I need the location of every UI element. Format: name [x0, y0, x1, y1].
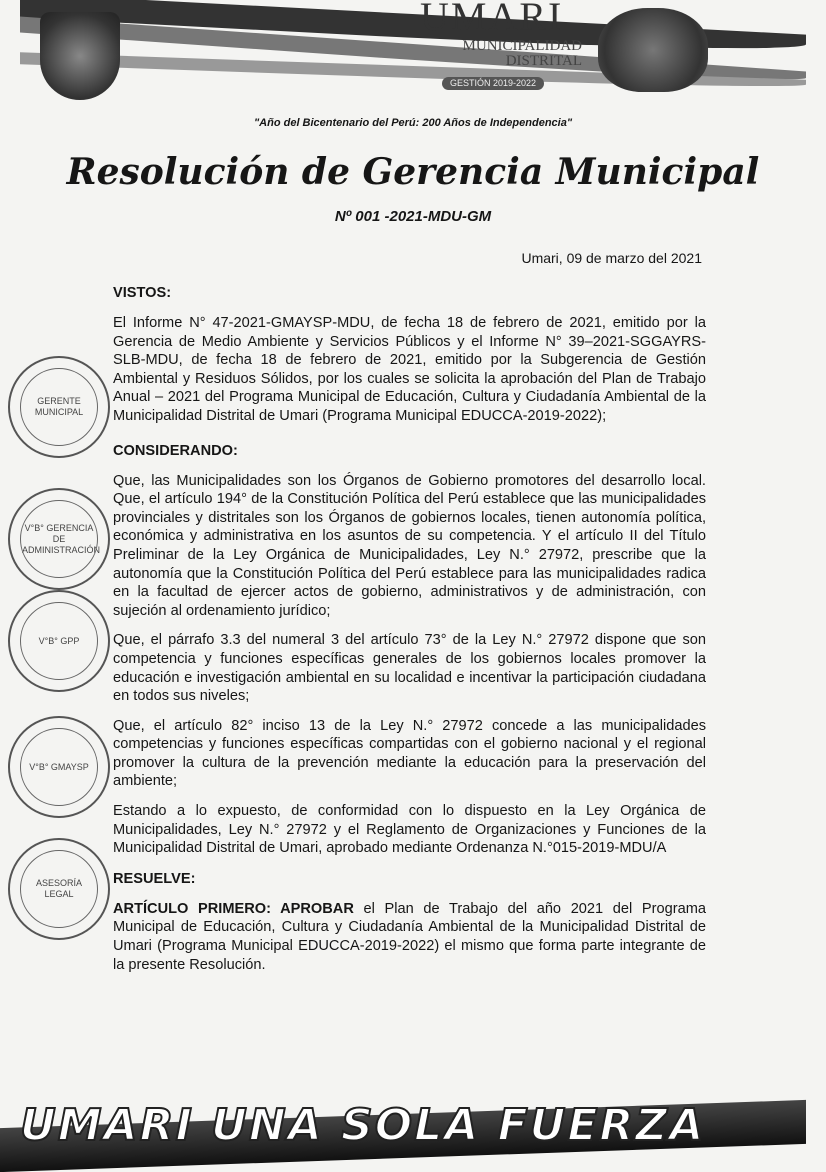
logo-umari: UMARI — [420, 0, 564, 39]
letterhead — [0, 0, 826, 110]
logo-gestion: GESTIÓN 2019-2022 — [442, 77, 544, 90]
logo-municipalidad: MUNICIPALIDAD DISTRITAL — [462, 38, 582, 69]
article-one — [113, 900, 706, 974]
considerando-heading: CONSIDERANDO: — [113, 442, 238, 459]
article-one-lead: ARTÍCULO PRIMERO: APROBAR — [113, 900, 354, 917]
resuelve-heading: RESUELVE: — [113, 870, 196, 887]
considerando-paragraph: Estando a lo expuesto, de conformidad con lo dispuesto en la Ley Orgánica de Municipalidades, Ley N.° 27972 y el Reglamento de Organizaciones y Funciones de la Municipalidad Distrital de Umari, aprobado mediante Ordenanza N.°015-2019-MDU/A — [113, 803, 706, 857]
document-title: Resolución de Gerencia Municipal — [66, 151, 760, 193]
considerando-paragraph: Que, el artículo 82° inciso 13 de la Ley N.° 27972 concede a las municipalidades competencias y funciones específicas compartidas con el gobierno nacional y el regional promover la cultura de la prevención mediante la educación para la preservación del ambiente; — [113, 717, 706, 790]
vistos-paragraph: El Informe N° 47-2021-GMAYSP-MDU, de fecha 18 de febrero de 2021, emitido por la Gerencia de Medio Ambiente y Servicios Públicos y el Informe N° 39–2021-SGGAYRS-SLB-MDU, de fecha 18 de febrero de 2021, emitido por la Subgerencia de Gestión Ambiental y Residuos Sólidos, por los cuales se solicita la aprobación del Plan de Trabajo Anual – 2021 del Programa Municipal de Educación, Cultura y Ciudadanía Ambiental de la Municipalidad Distrital de Umari (Programa Municipal EDUCCA-2019-2022); — [113, 315, 706, 424]
document-date: Umari, 09 de marzo del 2021 — [521, 250, 702, 266]
district-coat-of-arms-icon — [598, 8, 708, 92]
stamp-label: V°B° GERENCIA DE ADMINISTRACIÓN — [22, 522, 101, 555]
stamp-label: GERENTE MUNICIPAL — [34, 396, 84, 417]
stamp-label: V°B° GPP — [38, 635, 80, 646]
stamp-administracion — [8, 488, 110, 590]
footer — [0, 1070, 826, 1168]
stamp-gerente — [8, 356, 110, 458]
document-body — [113, 284, 706, 985]
national-coat-of-arms-icon — [40, 12, 120, 100]
stamp-gmaysp — [8, 716, 110, 818]
considerando-paragraph: Que, las Municipalidades son los Órganos de Gobierno promotores del desarrollo local. Que, el artículo 194° de la Constitución Política del Perú establece que las municipalidades provinciales y distritales son los Órganos de gobiernos locales, tienen autonomía política, económica y administrativa en los asuntos de su competencia. Y el artículo II del Título Preliminar de la Ley Orgánica de Municipalidades, Ley N.° 27972, prescribe que la autonomía que la Constitución Política del Perú establece para las municipalidades radica en la facultad de ejercer actos de gobierno, administrativos y de administración, con sujeción al ordenamiento jurídico; — [113, 472, 706, 619]
vistos-heading: VISTOS: — [113, 285, 172, 301]
resolution-number: Nº 001 -2021-MDU-GM — [334, 208, 492, 225]
stamp-asesoria-legal — [8, 838, 110, 940]
footer-slogan: UMARI UNA SOLA FUERZA — [20, 1100, 706, 1151]
stamp-label: V°B° GMAYSP — [29, 761, 89, 772]
article-one-text: el Plan de Trabajo del año 2021 del Programa Municipal de Educación, Cultura y Ciudadanía Ambiental de la Municipalidad Distrital de Umari (Programa Municipal EDUCCA-2019-2022) el mismo que forma parte integrante de la presente Resolución. — [113, 900, 706, 973]
considerando-paragraph: Que, el párrafo 3.3 del numeral 3 del artículo 73° de la Ley N.° 27972 dispone que son competencia y funciones específicas generales de los gobiernos locales promover la educación e investigación ambiental en su localidad e incentivar la participación ciudadana en todos sus niveles; — [113, 632, 706, 705]
stamp-gpp — [8, 590, 110, 692]
year-motto: "Año del Bicentenario del Perú: 200 Años de Independencia" — [253, 117, 573, 129]
stamp-label: ASESORÍA LEGAL — [35, 878, 82, 899]
